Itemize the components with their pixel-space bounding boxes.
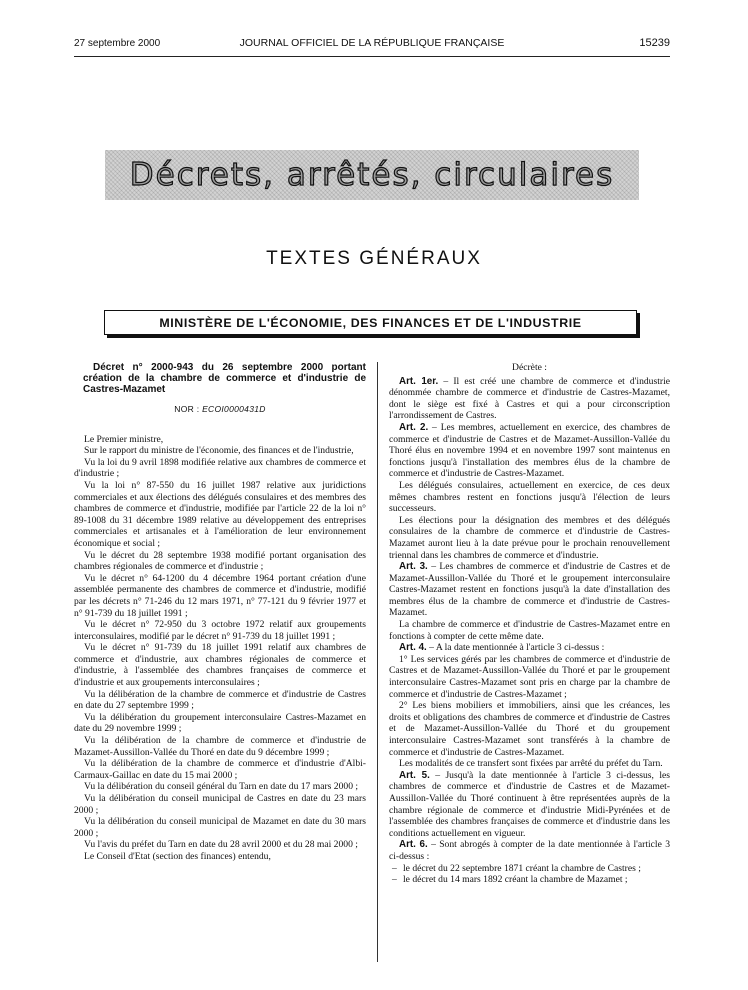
running-header (74, 36, 670, 52)
nor-code: ECOI0000431D (202, 404, 266, 414)
article-text: – Sont abrogés à compter de la date mentionnée à l'article 3 ci-dessus : (389, 839, 670, 862)
article-text: – A la date mentionnée à l'article 3 ci-dessus : (426, 642, 605, 654)
article-6 (389, 839, 670, 862)
nor-reference (74, 404, 366, 416)
left-column (74, 362, 366, 863)
paragraph: Vu le décret n° 91-739 du 18 juillet 1991 relatif aux chambres de commerce et d'industrie, aux chambres régionales de commerce et d'industrie, à l'assemblée des chambres françaises de commerce et d'industrie et aux groupements interconsulaires ; (74, 642, 366, 689)
paragraph: 1° Les services gérés par les chambres de commerce et d'industrie de Castres et de Mazamet-Aussillon-Vallée du Thoré et par le groupement interconsulaire Castres-Mazamet sont pris en charge par la chambre de commerce et d'industrie de Castres-Mazamet ; (389, 653, 670, 700)
article-1 (389, 376, 670, 422)
paragraph: Les élections pour la désignation des membres et des délégués consulaires de la chambre de commerce et d'industrie de Castres-Mazamet auront lieu à la date prévue pour le prochain renouvellement triennal dans les chambres de commerce et d'industrie. (389, 514, 670, 561)
right-column (389, 362, 670, 886)
paragraph: Les délégués consulaires, actuellement en exercice, de ces deux mêmes chambres restent en fonctions jusqu'à l'élection de leurs successeurs. (389, 479, 670, 515)
article-label: Art. 2. (399, 421, 429, 433)
header-page-number: 15239 (639, 37, 670, 49)
paragraph: Vu la loi n° 87-550 du 16 juillet 1987 relative aux juridictions commerciales et aux élections des délégués consulaires et des membres des chambres de commerce et d'industrie, modifiée par l'article 22 de la loi n° 89-1008 du 31 décembre 1989 relative au développement des entreprises commerciales et artisanales et à l'amélioration de leur environnement économique et social ; (74, 479, 366, 549)
article-label: Art. 6. (399, 839, 428, 851)
ministry-box (104, 310, 637, 335)
paragraph: Vu la délibération de la chambre de commerce et d'industrie de Castres en date du 27 septembre 1999 ; (74, 688, 366, 712)
decree-title: Décret n° 2000-943 du 26 septembre 2000 portant création de la chambre de commerce et d'industrie de Castres-Mazamet (83, 362, 366, 395)
header-journal-title: JOURNAL OFFICIEL DE LA RÉPUBLIQUE FRANÇAISE (239, 37, 505, 49)
paragraph: Vu le décret n° 64-1200 du 4 décembre 1964 portant création d'une assemblée permanente des chambres de commerce et d'industrie, modifié par les décrets n° 71-246 du 12 mars 1971, n° 77-121 du 9 février 1977 et n° 91-739 du 18 juillet 1991 ; (74, 572, 366, 619)
paragraph: Vu le décret n° 72-950 du 3 octobre 1972 relatif aux groupements interconsulaires, modifié par le décret n° 91-739 du 18 juillet 1991 ; (74, 619, 366, 642)
paragraph: Vu l'avis du préfet du Tarn en date du 28 avril 2000 et du 28 mai 2000 ; (84, 839, 358, 851)
section-subheading: TEXTES GÉNÉRAUX (266, 248, 482, 269)
article-label: Art. 5. (399, 769, 430, 781)
section-banner (105, 150, 639, 200)
article-label: Art. 1er. (399, 375, 439, 387)
header-date: 27 septembre 2000 (74, 38, 161, 49)
paragraph: Vu la délibération du conseil municipal de Mazamet en date du 30 mars 2000 ; (74, 816, 366, 839)
article-text: – Jusqu'à la date mentionnée à l'article 3 ci-dessus, les chambres de commerce et d'industrie de Castres et de Mazamet-Aussillon-Vallée du Thoré continuent à être représentées auprès de la chambre régionale de commerce et d'industrie Midi-Pyrénées et de l'assemblée des chambres françaises de commerce et d'industrie dans les conditions actuellement en vigueur. (389, 769, 670, 839)
paragraph: Vu le décret du 28 septembre 1938 modifié portant organisation des chambres régionales de commerce et d'industrie ; (74, 549, 366, 573)
article-text: – Les chambres de commerce et d'industrie de Castres et de Mazamet-Aussillon-Vallée du Thoré et le groupement interconsulaire Castres-Mazamet restent en fonctions jusqu'à la date d'installation des membres élus de la chambre de commerce et d'industrie de Castres-Mazamet. (389, 561, 671, 619)
paragraph: Le Conseil d'Etat (section des finances) entendu, (84, 850, 271, 862)
decrete-heading: Décrète : (512, 362, 547, 373)
article-5 (389, 770, 670, 840)
paragraph: Les modalités de ce transfert sont fixées par arrêté du préfet du Tarn. (399, 758, 663, 770)
paragraph: Vu la délibération de la chambre de commerce et d'industrie de Mazamet-Aussillon-Vallée du Thoré en date du 9 décembre 1999 ; (74, 735, 366, 758)
list-item: – le décret du 14 mars 1892 créant la chambre de Mazamet ; (389, 874, 670, 886)
paragraph: Vu la délibération de la chambre de commerce et d'industrie d'Albi-Carmaux-Gaillac en date du 15 mai 2000 ; (74, 758, 366, 781)
paragraph: Vu la délibération du conseil municipal de Castres en date du 23 mars 2000 ; (74, 793, 366, 816)
paragraph: Vu la délibération du groupement interconsulaire Castres-Mazamet en date du 29 novembre 1999 ; (74, 711, 366, 735)
paragraph: Vu la loi du 9 avril 1898 modifiée relative aux chambres de commerce et d'industrie ; (74, 456, 366, 480)
article-label: Art. 4. (399, 642, 427, 654)
paragraph: Le Premier ministre, (84, 433, 164, 445)
paragraph: 2° Les biens mobiliers et immobiliers, ainsi que les créances, les droits et obligations des chambres de commerce et d'industrie de Castres et de Mazamet-Aussillon-Vallée du Thoré et du groupement interconsulaire Castres-Mazamet sont transférés à la chambre de commerce et d'industrie de Castres-Mazamet. (389, 700, 670, 758)
banner-title: Décrets, arrêtés, circulaires (129, 157, 615, 193)
header-rule (74, 56, 670, 57)
nor-label: NOR : (174, 404, 203, 414)
column-divider (377, 362, 378, 962)
list-item: – le décret du 22 septembre 1871 créant la chambre de Castres ; (389, 863, 670, 875)
article-label: Art. 3. (399, 561, 428, 573)
article-text: – Les membres, actuellement en exercice, des chambres de commerce et d'industrie de Castres et de Mazamet-Aussillon-Vallée du Thoré élus en novembre 1994 et en novembre 1997 sont maintenus en fonctions jusqu'à l'installation des membres élus de la chambre de commerce et d'industrie de Castres-Mazamet. (389, 421, 671, 480)
paragraph: Vu la délibération du conseil général du Tarn en date du 17 mars 2000 ; (84, 781, 359, 793)
ministry-title: MINISTÈRE DE L'ÉCONOMIE, DES FINANCES ET DE L'INDUSTRIE (159, 315, 582, 330)
article-3 (389, 561, 670, 619)
paragraph: La chambre de commerce et d'industrie de Castres-Mazamet entre en fonctions à compter de cette même date. (389, 619, 670, 642)
article-text: – Il est créé une chambre de commerce et d'industrie dénommée chambre de commerce et d'industrie de Castres-Mazamet, dont le siège est fixé à Castres et qui a pour circonscription l'arrondissement de Castres. (389, 375, 670, 422)
paragraph: Sur le rapport du ministre de l'économie, des finances et de l'industrie, (84, 445, 354, 457)
article-2 (389, 422, 670, 480)
article-4 (389, 642, 670, 654)
